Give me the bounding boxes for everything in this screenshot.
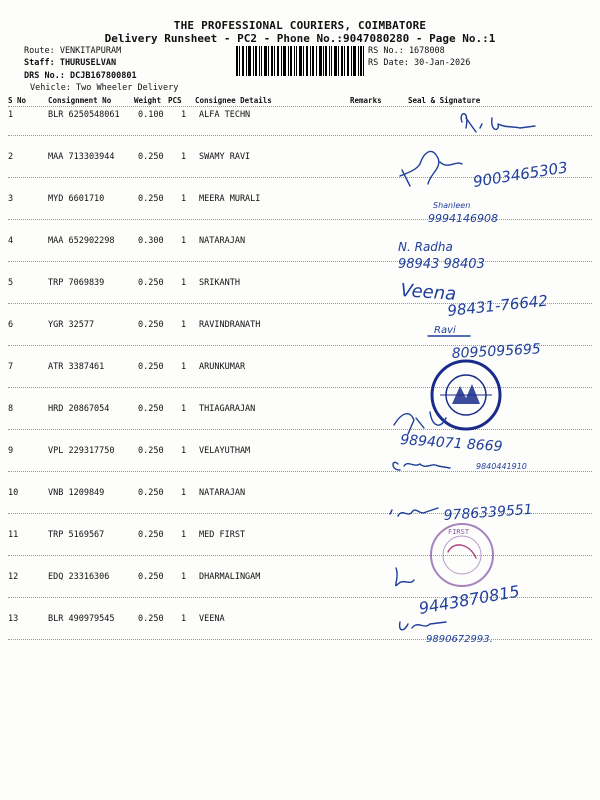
cell-pcs: 1 (181, 530, 187, 540)
handwritten-phone-10: 9786339551 (443, 501, 534, 524)
staff-label: Staff: THURUSELVAN (24, 58, 117, 68)
cell-consignee: NATARAJAN (199, 236, 246, 246)
col-sno: S No (8, 96, 27, 105)
handwritten-name-6: Ravi (434, 325, 456, 336)
col-remarks: Remarks (350, 96, 382, 105)
company-title: THE PROFESSIONAL COURIERS, COIMBATORE (173, 19, 427, 32)
signature-row-12 (396, 568, 414, 586)
col-consignee: Consignee Details (195, 96, 272, 105)
cell-consignee: MED FIRST (199, 530, 246, 540)
handwritten-phone-3: 9994146908 (428, 212, 498, 225)
col-consignment: Consignment No (48, 96, 112, 105)
cell-pcs: 1 (181, 404, 187, 414)
handwritten-phone-13: 9890672993. (426, 634, 493, 645)
cell-pcs: 1 (181, 236, 187, 246)
runsheet-subtitle: Delivery Runsheet - PC2 - Phone No.:9047080280 - Page No.:1 (104, 32, 496, 45)
signature-row-13 (400, 622, 446, 630)
cell-sno: 5 (8, 278, 14, 288)
cell-consignment: EDQ 23316306 (48, 572, 110, 582)
col-weight: Weight (134, 96, 162, 105)
cell-pcs: 1 (181, 614, 187, 624)
route-label: Route: VENKITAPURAM (24, 46, 122, 56)
cell-sno: 9 (8, 446, 14, 456)
cell-weight: 0.250 (138, 278, 164, 288)
cell-pcs: 1 (181, 110, 187, 120)
handwritten-phone-4: 98943 98403 (398, 257, 485, 272)
round-stamp-appasamy (432, 361, 500, 429)
cell-consignee: VELAYUTHAM (199, 446, 251, 456)
cell-sno: 8 (8, 404, 14, 414)
cell-sno: 6 (8, 320, 14, 330)
cell-pcs: 1 (181, 320, 187, 330)
cell-weight: 0.100 (138, 110, 164, 120)
cell-pcs: 1 (181, 488, 187, 498)
cell-weight: 0.250 (138, 530, 164, 540)
cell-pcs: 1 (181, 194, 187, 204)
cell-consignee: MEERA MURALI (199, 194, 261, 204)
cell-pcs: 1 (181, 152, 187, 162)
cell-weight: 0.250 (138, 194, 164, 204)
cell-consignment: YGR 32577 (48, 320, 95, 330)
signature-row-10 (390, 508, 438, 516)
cell-consignment: MYD 6601710 (48, 194, 105, 204)
signature-row-1 (461, 114, 535, 132)
cell-pcs: 1 (181, 572, 187, 582)
handwritten-name-5: Veena (399, 280, 457, 305)
cell-weight: 0.300 (138, 236, 164, 246)
cell-consignee: DHARMALINGAM (199, 572, 261, 582)
cell-consignment: BLR 6250548061 (48, 110, 120, 120)
cell-weight: 0.250 (138, 488, 164, 498)
cell-sno: 12 (8, 572, 19, 582)
cell-weight: 0.250 (138, 152, 164, 162)
cell-consignment: ATR 3387461 (48, 362, 105, 372)
cell-weight: 0.250 (138, 320, 164, 330)
cell-weight: 0.250 (138, 614, 164, 624)
cell-consignment: MAA 652902298 (48, 236, 115, 246)
signature-row-2 (400, 151, 462, 186)
cell-consignment: VNB 1209849 (48, 488, 105, 498)
cell-sno: 1 (8, 110, 14, 120)
handwritten-name-4: N. Radha (398, 240, 453, 254)
handwritten-phone-8: 9894071 8669 (399, 432, 504, 456)
signature-row-9 (393, 462, 450, 470)
cell-consignee: SWAMY RAVI (199, 152, 251, 162)
cell-weight: 0.250 (138, 446, 164, 456)
handwritten-phone-12: 9443870815 (417, 581, 521, 618)
cell-consignment: HRD 20867054 (48, 404, 110, 414)
cell-sno: 4 (8, 236, 14, 246)
cell-consignee: VEENA (199, 614, 225, 624)
handwritten-phone-2: 9003465303 (471, 158, 569, 191)
cell-pcs: 1 (181, 362, 187, 372)
cell-consignee: THIAGARAJAN (199, 404, 256, 414)
cell-sno: 3 (8, 194, 14, 204)
col-seal-signature: Seal & Signature (408, 96, 481, 105)
handwritten-phone-5: 98431-76642 (446, 291, 549, 320)
cell-sno: 2 (8, 152, 14, 162)
cell-consignment: TRP 7069839 (48, 278, 105, 288)
rs-date: RS Date: 30-Jan-2026 (368, 58, 471, 68)
cell-consignment: MAA 713303944 (48, 152, 115, 162)
cell-consignee: ALFA TECHN (199, 110, 251, 120)
cell-consignee: ARUNKUMAR (199, 362, 246, 372)
cell-pcs: 1 (181, 278, 187, 288)
cell-consignment: BLR 490979545 (48, 614, 115, 624)
cell-weight: 0.250 (138, 404, 164, 414)
cell-weight: 0.250 (138, 572, 164, 582)
cell-consignee: SRIKANTH (199, 278, 240, 288)
cell-consignment: VPL 229317750 (48, 446, 115, 456)
rs-number: RS No.: 1678008 (368, 46, 445, 56)
col-pcs: PCS (168, 96, 182, 105)
cell-weight: 0.250 (138, 362, 164, 372)
cell-sno: 13 (8, 614, 19, 624)
cell-consignment: TRP 5169567 (48, 530, 105, 540)
cell-pcs: 1 (181, 446, 187, 456)
cell-sno: 7 (8, 362, 14, 372)
cell-sno: 11 (8, 530, 19, 540)
stamp-2-text: FIRST (448, 528, 470, 536)
handwritten-phone-9: 9840441910 (476, 462, 527, 471)
drs-label: DRS No.: DCJB167800801 (24, 71, 137, 81)
vehicle-label: Vehicle: Two Wheeler Delivery (30, 83, 179, 93)
handwritten-name-3: Shanleen (433, 201, 471, 210)
cell-consignee: RAVINDRANATH (199, 320, 261, 330)
cell-consignee: NATARAJAN (199, 488, 246, 498)
cell-sno: 10 (8, 488, 19, 498)
handwritten-phone-6: 8095095695 (451, 341, 542, 362)
